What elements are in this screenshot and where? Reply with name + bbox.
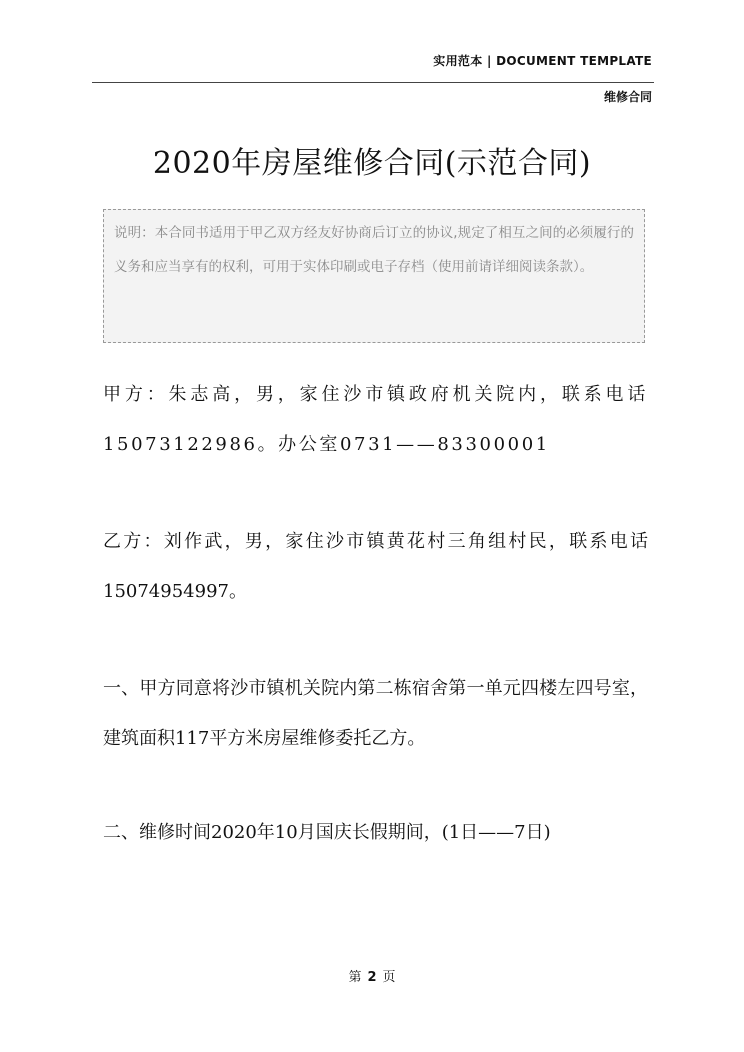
page-footer xyxy=(0,966,744,985)
header-divider xyxy=(92,82,654,83)
clause-two-paragraph: 二、维修时间2020年10月国庆长假期间，(1日——7日) xyxy=(103,822,551,843)
usage-note-box: 说明：本合同书适用于甲乙双方经友好协商后订立的协议,规定了相互之间的必须履行的义务和应当享有的权利，可用于实体印刷或电子存档（使用前请详细阅读条款）。 xyxy=(103,209,645,343)
header-contract-type: 维修合同 xyxy=(603,90,652,104)
page-number: 2 xyxy=(367,970,377,985)
footer-suffix: 页 xyxy=(382,970,396,985)
header-template-label: 实用范本 | DOCUMENT TEMPLATE xyxy=(433,54,652,68)
footer-prefix: 第 xyxy=(348,970,362,985)
party-b-paragraph: 乙方：刘作武，男，家住沙市镇黄花村三角组村民，联系电话15074954997。 xyxy=(103,531,648,602)
party-a-paragraph: 甲方：朱志高，男，家住沙市镇政府机关院内，联系电话15073122986。办公室0731——83300001 xyxy=(103,384,648,455)
document-title: 2020年房屋维修合同(示范合同) xyxy=(152,146,592,181)
clause-one-paragraph: 一、甲方同意将沙市镇机关院内第二栋宿舍第一单元四楼左四号室，建筑面积117平方米房屋维修委托乙方。 xyxy=(103,678,648,749)
